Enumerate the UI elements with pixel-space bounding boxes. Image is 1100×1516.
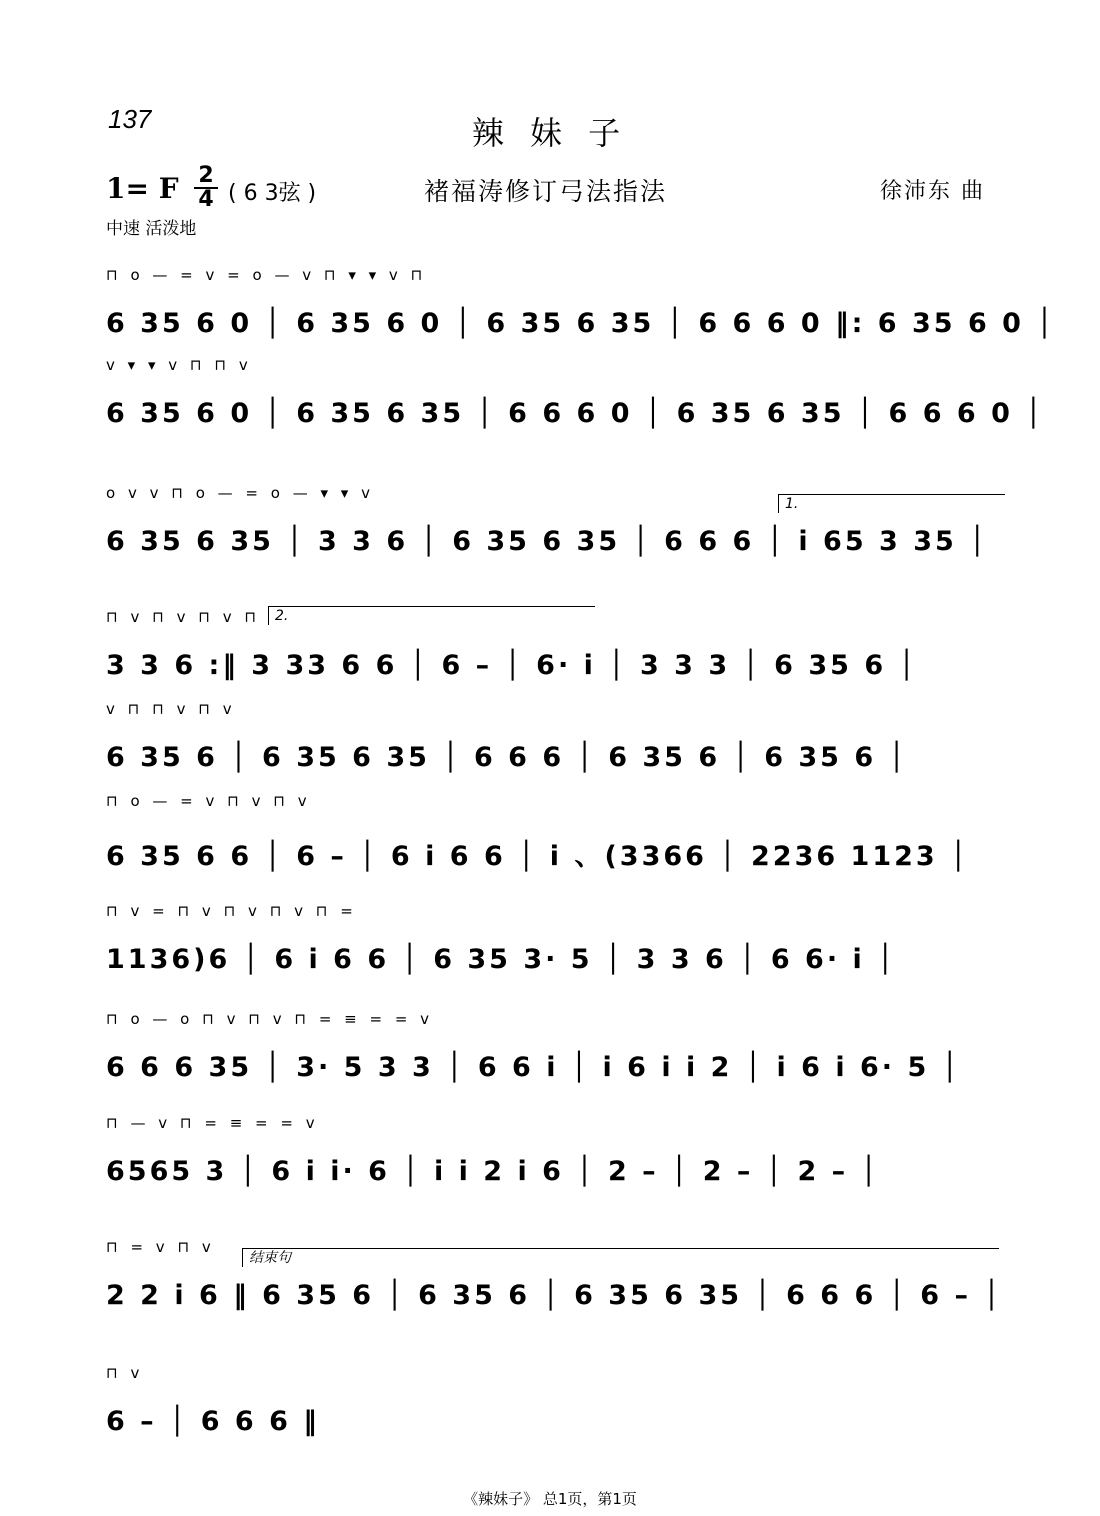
notation-line: 6565 3 │ 6 i i· 6 │ i i 2 i 6 │ 2 – │ 2 – │ 2 – │ bbox=[106, 1156, 880, 1187]
ending-phrase-bracket: 结束句 bbox=[242, 1248, 999, 1267]
bowing-marks: v ⊓ ⊓ v ⊓ v bbox=[106, 700, 236, 718]
notation-line: 6 6 6 35 │ 3· 5 3 3 │ 6 6 i │ i 6 i i 2 │ i 6 i 6· 5 │ bbox=[106, 1052, 961, 1083]
notation-line: 6 – │ 6 6 6 ‖ bbox=[106, 1406, 320, 1437]
bowing-marks: ⊓ v ⊓ v ⊓ v ⊓ bbox=[106, 608, 261, 626]
time-signature-top: 2 bbox=[198, 163, 214, 188]
page-footer: 《辣妹子》 总1页，第1页 bbox=[463, 1490, 637, 1508]
notation-line: 2 2 i 6 ‖ 6 35 6 │ 6 35 6 │ 6 35 6 35 │ 6 6 6 │ 6 – │ bbox=[106, 1280, 1003, 1311]
bowing-marks: ⊓ o — = v = o — v ⊓ ▾ ▾ v ⊓ bbox=[106, 266, 427, 284]
bowing-marks: ⊓ v bbox=[106, 1364, 144, 1382]
editor-credit: 褚福涛修订弓法指法 bbox=[424, 177, 668, 206]
bowing-marks: v ▾ ▾ v ⊓ ⊓ v bbox=[106, 356, 252, 374]
composer-credit: 徐沛东 曲 bbox=[880, 179, 985, 204]
string-tuning: ( 6 3弦 ) bbox=[228, 181, 317, 206]
notation-line: 6 35 6 0 │ 6 35 6 35 │ 6 6 6 0 │ 6 35 6 35 │ 6 6 6 0 │ bbox=[106, 398, 1045, 429]
bowing-marks: ⊓ — v ⊓ = ≡ = = v bbox=[106, 1114, 319, 1132]
bowing-marks: ⊓ v = ⊓ v ⊓ v ⊓ v ⊓ = bbox=[106, 902, 357, 920]
page-number: 137 bbox=[108, 104, 152, 134]
notation-line: 6 35 6 0 │ 6 35 6 0 │ 6 35 6 35 │ 6 6 6 0 ‖: 6 35 6 0 │ bbox=[106, 308, 1056, 339]
key-signature: 1= F bbox=[106, 172, 179, 205]
notation-line: 3 3 6 :‖ 3 33 6 6 │ 6 – │ 6· i │ 3 3 3 │ 6 35 6 │ bbox=[106, 650, 918, 681]
notation-line: 6 35 6 6 │ 6 – │ 6 i 6 6 │ i 、(3366 │ 2236 1123 │ bbox=[106, 841, 970, 872]
time-signature-bottom: 4 bbox=[198, 187, 214, 212]
volta-1-bracket: 1. bbox=[778, 494, 1005, 513]
bowing-marks: o v v ⊓ o — = o — ▾ ▾ v bbox=[106, 484, 374, 502]
tempo-marking: 中速 活泼地 bbox=[106, 219, 197, 239]
notation-line: 6 35 6 │ 6 35 6 35 │ 6 6 6 │ 6 35 6 │ 6 35 6 │ bbox=[106, 742, 908, 773]
song-title: 辣 妹 子 bbox=[471, 114, 629, 152]
time-signature bbox=[194, 163, 218, 212]
notation-line: 6 35 6 35 │ 3 3 6 │ 6 35 6 35 │ 6 6 6 │ i 65 3 35 │ bbox=[106, 526, 989, 557]
notation-line: 1136)6 │ 6 i 6 6 │ 6 35 3· 5 │ 3 3 6 │ 6 6· i │ bbox=[106, 944, 897, 975]
bowing-marks: ⊓ o — o ⊓ v ⊓ v ⊓ = ≡ = = v bbox=[106, 1010, 434, 1028]
volta-2-bracket: 2. bbox=[268, 606, 595, 625]
bowing-marks: ⊓ o — = v ⊓ v ⊓ v bbox=[106, 792, 311, 810]
bowing-marks: ⊓ = v ⊓ v bbox=[106, 1238, 215, 1256]
